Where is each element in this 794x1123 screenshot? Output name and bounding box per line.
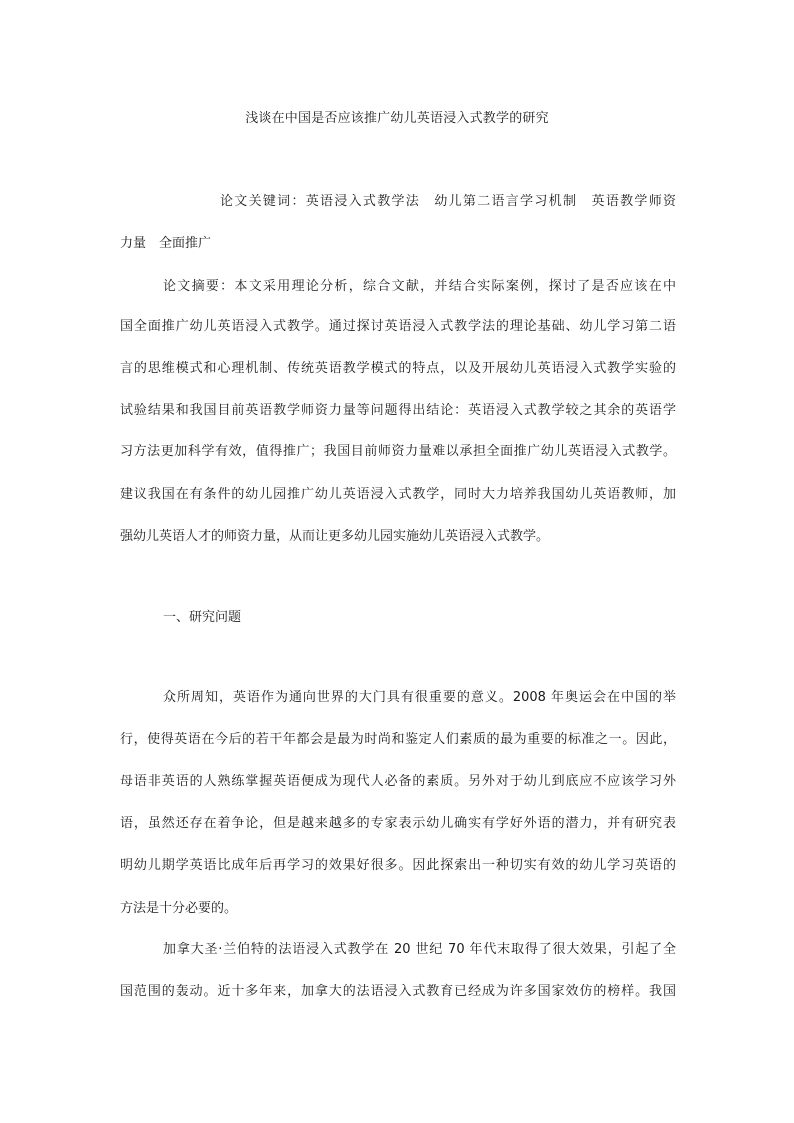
paragraph-line: 语，虽然还存在着争论，但是越来越多的专家表示幼儿确实有学好外语的潜力，并有研究表: [120, 816, 676, 831]
abstract-line: 习方法更加科学有效，值得推广；我国目前师资力量难以承担全面推广幼儿英语浸入式教学。: [120, 444, 676, 459]
abstract-line: 言的思维模式和心理机制、传统英语教学模式的特点，以及开展幼儿英语浸入式教学实验的: [120, 361, 676, 376]
abstract-line: 论文摘要：本文采用理论分析，综合文献，并结合实际案例，探讨了是否应该在中: [163, 279, 676, 294]
paragraph-line: 国范围的轰动。近十多年来，加拿大的法语浸入式教育已经成为许多国家效仿的榜样。我国: [120, 984, 676, 999]
document-title: 浅谈在中国是否应该推广幼儿英语浸入式教学的研究: [245, 111, 549, 126]
keywords-line: 力量 全面推广: [120, 236, 212, 251]
keywords-line: 论文关键词：英语浸入式教学法 幼儿第二语言学习机制 英语教学师资: [220, 194, 676, 209]
paragraph-line: 行，使得英语在今后的若干年都会是最为时尚和鉴定人们素质的最为重要的标准之一。因此，: [120, 732, 676, 747]
paragraph-line: 明幼儿期学英语比成年后再学习的效果好很多。因此探索出一种切实有效的幼儿学习英语的: [120, 858, 676, 873]
paragraph-line: 加拿大圣·兰伯特的法语浸入式教学在 20 世纪 70 年代末取得了很大效果，引起了全: [163, 942, 676, 957]
paragraph-line: 众所周知，英语作为通向世界的大门具有很重要的意义。2008 年奥运会在中国的举: [163, 690, 676, 705]
abstract-line: 国全面推广幼儿英语浸入式教学。通过探讨英语浸入式教学法的理论基础、幼儿学习第二语: [120, 319, 676, 334]
paragraph-line: 母语非英语的人熟练掌握英语便成为现代人必备的素质。另外对于幼儿到底应不应该学习外: [120, 774, 676, 789]
section-heading: 一、研究问题: [163, 610, 242, 625]
paragraph-line: 方法是十分必要的。: [120, 901, 238, 916]
abstract-line: 建议我国在有条件的幼儿园推广幼儿英语浸入式教学，同时大力培养我国幼儿英语教师，加: [120, 487, 676, 502]
abstract-line: 强幼儿英语人才的师资力量，从而让更多幼儿园实施幼儿英语浸入式教学。: [120, 529, 550, 544]
abstract-line: 试验结果和我国目前英语教学师资力量等问题得出结论：英语浸入式教学较之其余的英语学: [120, 403, 676, 418]
